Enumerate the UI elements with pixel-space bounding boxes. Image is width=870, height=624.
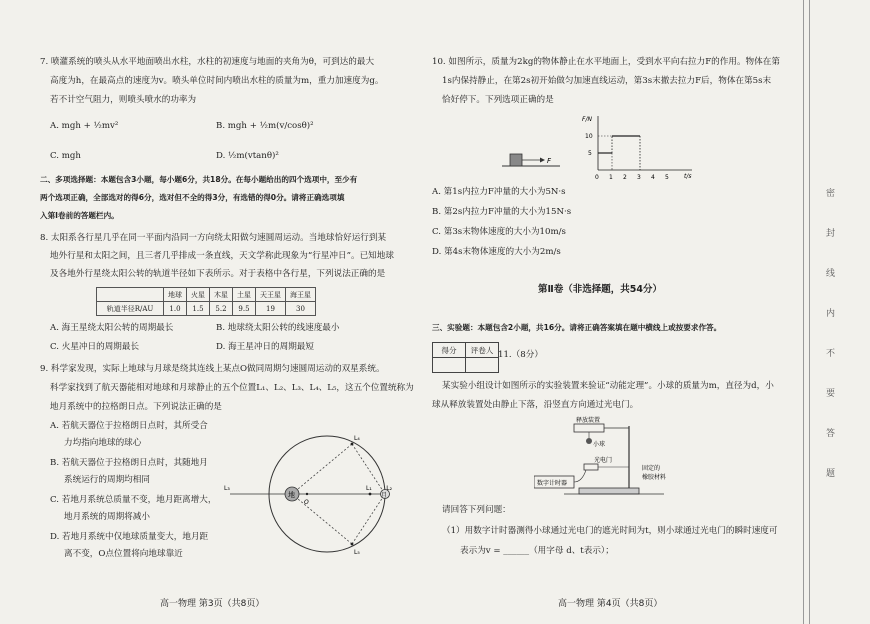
q7-line2: 高度为h，在最高点的速度为v。喷头单位时间内喷出水柱的质量为m，重力加速度为g。 <box>50 76 384 86</box>
q10-line2: 1s内保持静止，在第2s初开始做匀加速直线运动，第3s末撤去拉力F后，物体在第5s末 <box>442 76 772 86</box>
q8-option-d: D. 海王星冲日的周期最短 <box>216 342 314 352</box>
section2-line1: 二、多项选择题：本题包含3小题，每小题6分，共18分。在每小题给出的四个选项中，至少有 <box>40 175 358 184</box>
q10-option-a: A. 第1s内拉力F冲量的大小为5N·s <box>432 187 566 197</box>
q10-option-d: D. 第4s末物体速度的大小为2m/s <box>432 247 561 257</box>
q11-line1: 某实验小组设计如图所示的实验装置来验证“动能定理”。小球的质量为m，直径为d，小 <box>442 381 774 391</box>
o-point <box>306 493 308 495</box>
table-header-cell: 天王星 <box>256 288 286 302</box>
table-header-cell: 火星 <box>187 288 210 302</box>
q8-line1: 8. 太阳系各行星几乎在同一平面内沿同一方向绕太阳做匀速圆周运动。当地球恰好运行到某 <box>40 233 387 243</box>
table-header-cell: 木星 <box>210 288 233 302</box>
q10-line3: 恰好停下。下列选项正确的是 <box>442 95 554 105</box>
force-time-graph <box>580 112 700 182</box>
margin-char: 要 <box>826 389 836 399</box>
x-axis-label: t/s <box>684 173 692 180</box>
l1-label: L₁ <box>366 485 372 492</box>
grader-header: 评卷人 <box>466 343 499 358</box>
x-tick-0: 0 <box>595 174 599 181</box>
timer-label: 数字计时器 <box>537 480 568 487</box>
table-row-label: 轨道半径R/AU <box>97 302 164 316</box>
release-device <box>574 424 604 432</box>
y-tick-10: 10 <box>585 133 593 140</box>
ball-label: 小球 <box>593 441 606 448</box>
table-cell: 30 <box>286 302 316 316</box>
q9-option-b-line2: 系统运行的周期均相同 <box>64 475 150 485</box>
margin-char: 不 <box>826 349 836 359</box>
q10-line1: 10. 如图所示，质量为2kg的物体静止在水平地面上，受到水平向右拉力F的作用。物体在第 <box>432 57 780 67</box>
q8-line2: 地外行星和太阳之间，且三者几乎排成一条直线，天文学称此现象为“行星冲日”。已知地球 <box>50 251 394 261</box>
ball <box>586 438 592 444</box>
margin-line-2 <box>809 0 810 624</box>
q7-option-b: B. mgh + ½m(v/cosθ)² <box>216 121 314 131</box>
q7-line1: 7. 喷灌系统的喷头从水平地面喷出水柱，水柱的初速度与地面的夹角为θ，可到达的最大 <box>40 57 375 67</box>
q11-sub1-line2: 表示为v = ______（用字母 d、t表示）； <box>460 546 614 556</box>
orbit-radius-table <box>96 287 316 316</box>
x-tick-3: 3 <box>637 174 641 181</box>
q11-line2: 球从释放装置处由静止下落，沿竖直方向通过光电门。 <box>432 400 639 410</box>
apparatus-diagram <box>534 416 704 500</box>
q8-option-a: A. 海王星绕太阳公转的周期最长 <box>50 323 174 333</box>
photogate <box>584 464 598 470</box>
l5-moon-line <box>352 494 385 544</box>
q8-option-b: B. 地球绕太阳公转的线速度最小 <box>216 323 340 333</box>
q7-line3: 若不计空气阻力，则喷头喷水的功率为 <box>50 95 197 105</box>
earth-label: 地 <box>288 491 295 499</box>
margin-line-1 <box>803 0 804 624</box>
margin-char: 封 <box>826 229 836 239</box>
part2-heading: 第Ⅱ卷（非选择题，共54分） <box>538 284 662 295</box>
l3-label: L₃ <box>224 485 230 492</box>
x-tick-1: 1 <box>609 174 613 181</box>
table-header-cell <box>97 288 164 302</box>
y-tick-5: 5 <box>588 150 592 157</box>
q9-option-a-line1: A. 若航天器位于拉格朗日点时，其所受合 <box>50 421 208 431</box>
score-table <box>432 342 499 373</box>
l4-label: L₄ <box>354 435 360 442</box>
table-cell: 19 <box>256 302 286 316</box>
page-footer-left: 高一物理 第3页（共8页） <box>160 599 265 609</box>
table-header-cell: 地球 <box>164 288 187 302</box>
q9-option-a-line2: 力均指向地球的球心 <box>64 438 142 448</box>
rubber-pad <box>579 488 639 494</box>
force-label: F <box>547 157 552 165</box>
lagrange-points-diagram <box>222 430 392 565</box>
table-cell: 5.2 <box>210 302 233 316</box>
gate-label: 光电门 <box>594 457 613 464</box>
q7-option-c: C. mgh <box>50 151 81 161</box>
margin-char: 密 <box>826 189 836 199</box>
table-cell: 9.5 <box>233 302 256 316</box>
x-tick-4: 4 <box>651 174 655 181</box>
q9-option-d-line2: 离不变，O点位置将向地球靠近 <box>64 549 183 559</box>
release-label: 释放装置 <box>576 417 601 424</box>
q8-line3: 及各地外行星绕太阳公转的轨道半径如下表所示。对于表格中各行星，下列说法正确的是 <box>50 269 386 279</box>
grader-cell[interactable] <box>466 358 499 373</box>
x-tick-2: 2 <box>623 174 627 181</box>
earth-l5-line <box>292 494 352 544</box>
l5-point <box>351 543 354 546</box>
l4-point <box>351 443 354 446</box>
margin-char: 题 <box>826 469 836 479</box>
score-cell[interactable] <box>433 358 466 373</box>
q9-option-c-line2: 地月系统的周期将减小 <box>64 512 150 522</box>
score-entry-row <box>433 358 499 373</box>
score-header: 得分 <box>433 343 466 358</box>
l2-label: L₂ <box>386 485 392 492</box>
q11-sub1-line1: （1）用数字计时器测得小球通过光电门的遮光时间为t，则小球通过光电门的瞬时速度可 <box>442 526 778 536</box>
score-header-row <box>433 343 499 358</box>
page-footer-right: 高一物理 第4页（共8页） <box>558 599 663 609</box>
q10-option-b: B. 第2s内拉力F冲量的大小为15N·s <box>432 207 572 217</box>
table-header-cell: 海王星 <box>286 288 316 302</box>
q9-line3: 地月系统中的拉格朗日点。下列说法正确的是 <box>50 402 222 412</box>
q7-option-a: A. mgh + ½mv² <box>50 121 119 131</box>
y-axis-label: F/N <box>582 116 592 123</box>
q9-option-d-line1: D. 若地月系统中仅地球质量变大，地月距 <box>50 532 209 542</box>
q8-option-c: C. 火星冲日的周期最长 <box>50 342 140 352</box>
section3-heading: 三、实验题：本题包含2小题，共16分。请将正确答案填在题中横线上或按要求作答。 <box>432 323 722 332</box>
l1-point <box>369 493 372 496</box>
table-cell: 1.5 <box>187 302 210 316</box>
q11-title: 11.（8分） <box>498 350 543 360</box>
q9-line1: 9. 科学家发现，实际上地球与月球是绕其连线上某点O做同周期匀速圆周运动的双星系统。 <box>40 364 385 374</box>
block <box>510 154 522 166</box>
rubber-label-1: 固定的 <box>642 465 661 472</box>
table-header-cell: 土星 <box>233 288 256 302</box>
table-row <box>97 302 316 316</box>
table-cell: 1.0 <box>164 302 187 316</box>
section2-line3: 入第Ⅰ卷前的答题栏内。 <box>40 211 119 220</box>
rubber-label-2: 橡胶材料 <box>642 474 667 481</box>
x-tick-5: 5 <box>665 174 669 181</box>
q9-option-c-line1: C. 若地月系统总质量不变，地月距离增大， <box>50 495 217 505</box>
margin-char: 线 <box>826 269 836 279</box>
o-label: O <box>304 499 309 506</box>
earth-l4-line <box>292 444 352 494</box>
block-force-figure <box>502 146 562 170</box>
q9-option-b-line1: B. 若航天器位于拉格朗日点时，其随地月 <box>50 458 208 468</box>
timer-cable <box>574 470 586 482</box>
margin-char: 内 <box>826 309 836 319</box>
margin-char: 答 <box>826 429 836 439</box>
force-arrowhead <box>540 158 545 163</box>
section2-line2: 两个选项正确，全部选对的得6分，选对但不全的得3分，有选错的得0分。请将正确选项填 <box>40 193 345 202</box>
q11-prompt: 请回答下列问题： <box>442 505 511 515</box>
l5-label: L₅ <box>354 549 360 556</box>
q9-line2: 科学家找到了航天器能相对地球和月球静止的五个位置L₁、L₂、L₃、L₄、L₅，这五个位置统称为 <box>50 383 414 393</box>
q7-option-d: D. ½m(vtanθ)² <box>216 151 279 161</box>
q10-option-c: C. 第3s末物体速度的大小为10m/s <box>432 227 566 237</box>
table-header-row <box>97 288 316 302</box>
moon-label: 月 <box>381 492 388 499</box>
